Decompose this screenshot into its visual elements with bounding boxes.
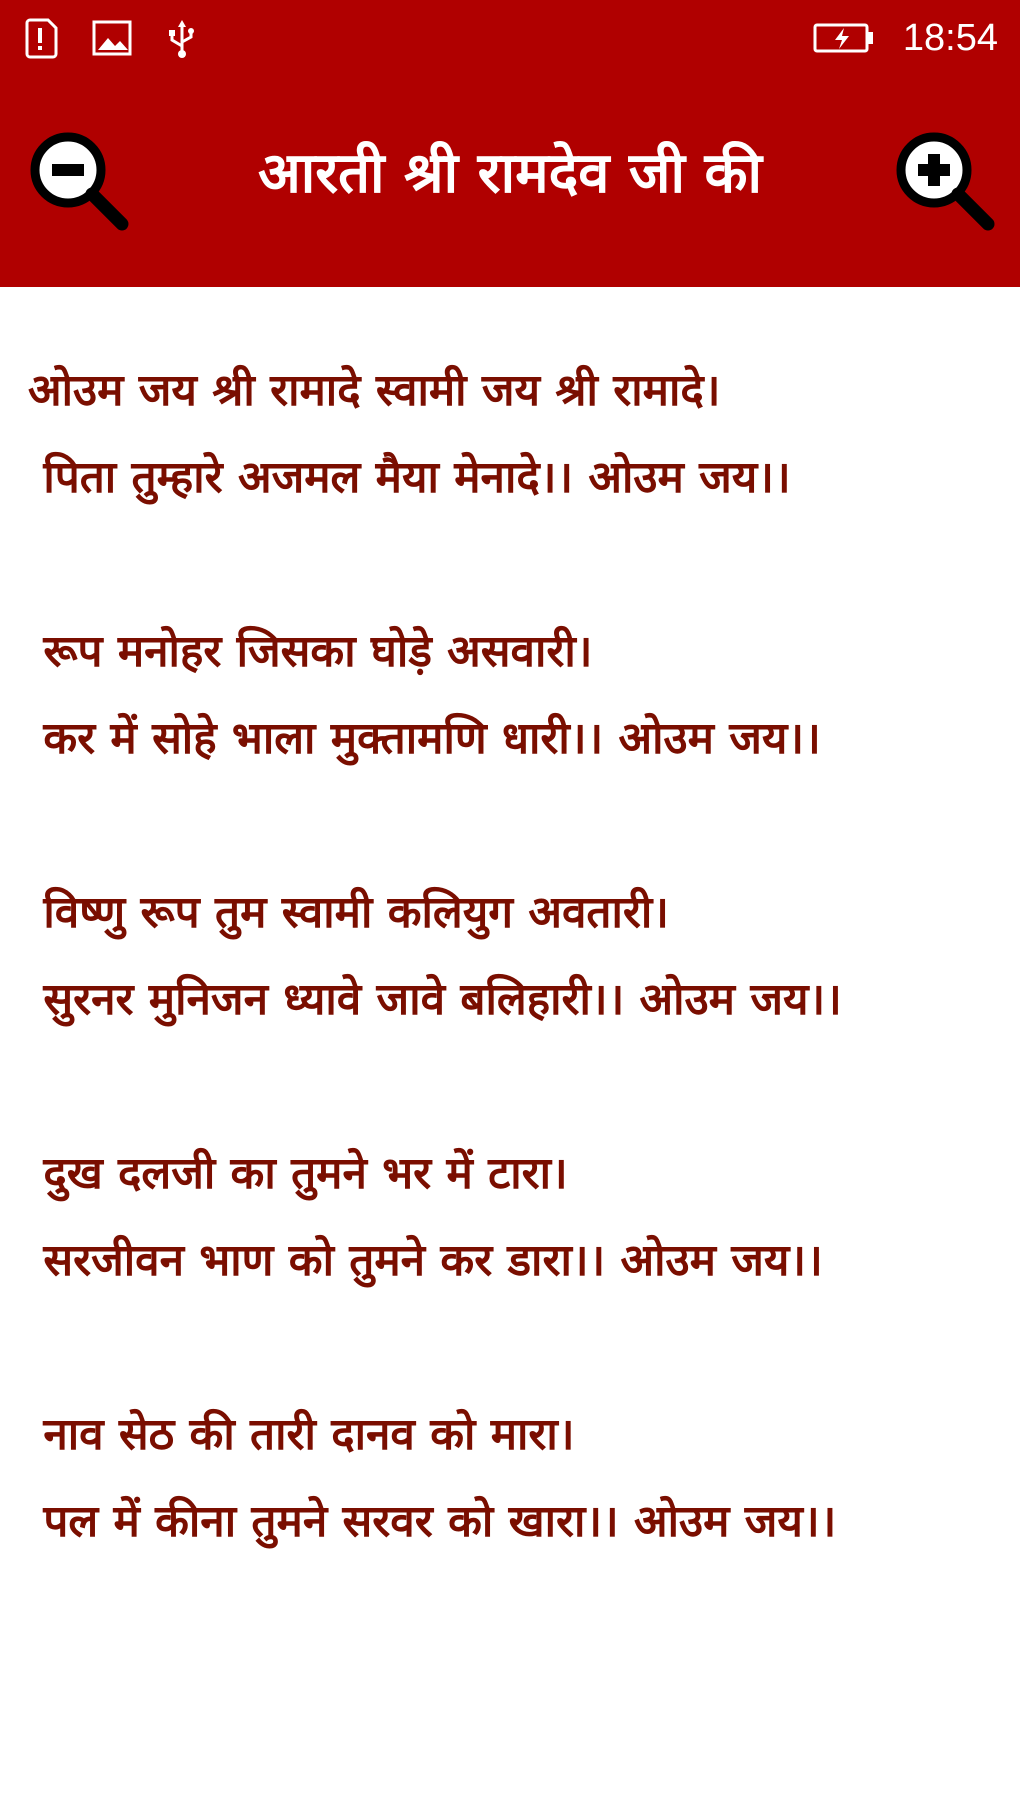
lyrics-scroll-area[interactable]: [0, 287, 1020, 1813]
alert-icon: [18, 16, 62, 60]
image-icon: [90, 16, 134, 60]
aarti-lyrics: ओउम जय श्री रामादे स्वामी जय श्री रामादे। पिता तुम्हारे अजमल मैया मेनादे।। ओउम जय।। रूप मनोहर जिसका घोड़े असवारी। कर में सोहे भाला मुक्तामणि धारी।। ओउम जय।। विष्णु रूप तुम स्वामी कलियुग अवतारी। सुरनर मुनिजन ध्यावे जावे बलिहारी।। ओउम जय।। दुख दलजी का तुमने भर में टारा। सरजीवन भाण को तुमने कर डारा।। ओउम जय।। नाव सेठ की तारी दानव को मारा। पल में कीना तुमने सरवर को खारा।। ओउम जय।।: [28, 365, 842, 1547]
battery-charging-icon: [812, 16, 876, 60]
status-bar: [0, 0, 1020, 78]
zoom-in-button[interactable]: [888, 124, 998, 234]
app-toolbar: [0, 78, 1020, 287]
zoom-out-button[interactable]: [22, 124, 132, 234]
usb-icon: [160, 16, 204, 60]
zoom-out-icon: [22, 124, 132, 234]
zoom-in-icon: [888, 124, 998, 234]
status-time: 18:54: [902, 17, 998, 59]
page-title: आरती श्री रामदेव जी की: [257, 141, 763, 206]
